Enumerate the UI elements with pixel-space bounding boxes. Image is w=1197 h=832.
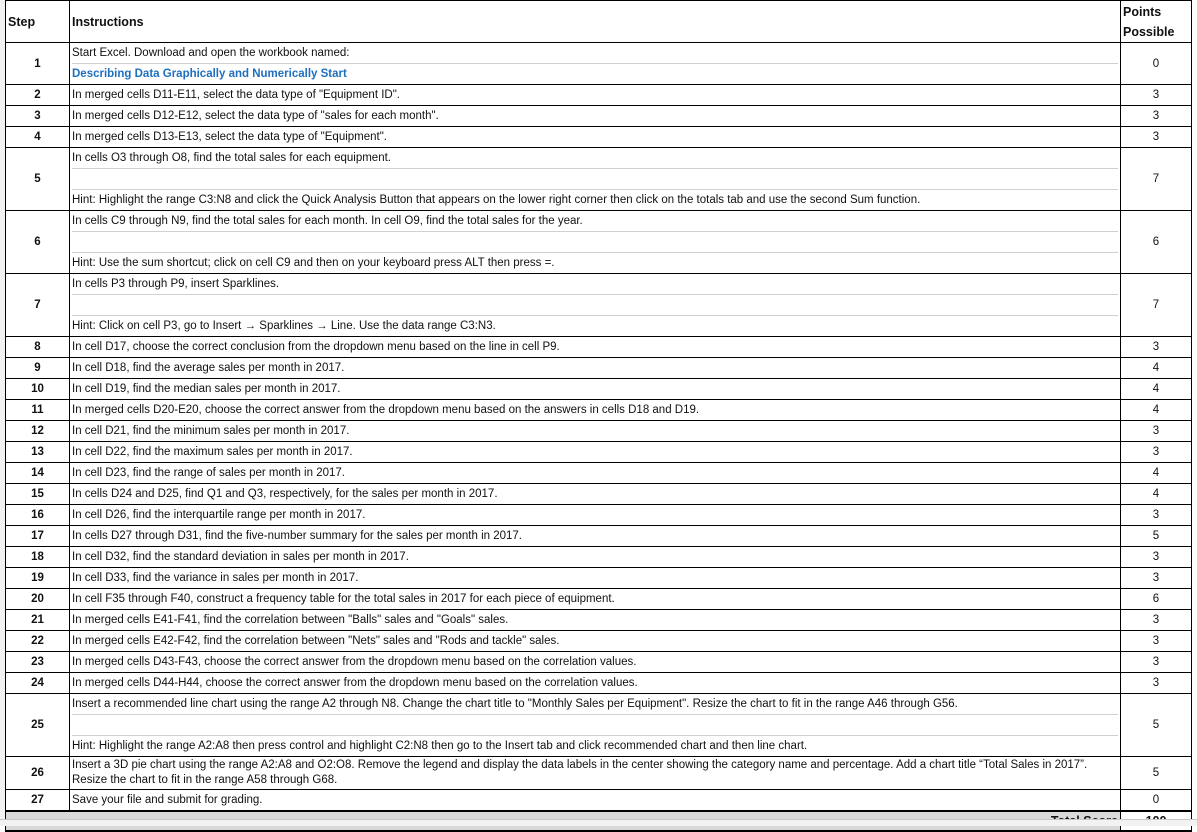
- points-cell[interactable]: 5: [1121, 526, 1192, 547]
- instruction-line: Hint: Highlight the range A2:A8 then press control and highlight C2:N8 then go to the Insert tab and click recommended chart and then line chart.: [72, 740, 808, 752]
- step-cell[interactable]: 7: [6, 274, 70, 337]
- points-cell[interactable]: 3: [1121, 421, 1192, 442]
- instruction-line: In cell D23, find the range of sales per month in 2017.: [72, 467, 345, 479]
- step-cell[interactable]: 12: [6, 421, 70, 442]
- table-row: [6, 211, 1192, 274]
- instruction-cell[interactable]: [70, 400, 1121, 421]
- points-cell[interactable]: 3: [1121, 568, 1192, 589]
- instruction-cell[interactable]: [70, 526, 1121, 547]
- step-cell[interactable]: 25: [6, 694, 70, 757]
- points-cell[interactable]: 3: [1121, 610, 1192, 631]
- step-cell[interactable]: 24: [6, 673, 70, 694]
- table-row: [6, 127, 1192, 148]
- table-row: [6, 379, 1192, 400]
- table-row: [6, 790, 1192, 812]
- step-cell[interactable]: 22: [6, 631, 70, 652]
- instructions-table: [5, 0, 1192, 832]
- points-header[interactable]: [1121, 1, 1192, 43]
- points-cell[interactable]: 4: [1121, 358, 1192, 379]
- instruction-cell[interactable]: [70, 505, 1121, 526]
- step-cell[interactable]: 13: [6, 442, 70, 463]
- instruction-line: In cells D24 and D25, find Q1 and Q3, respectively, for the sales per month in 2017.: [72, 488, 498, 500]
- instruction-line: In cell D17, choose the correct conclusion from the dropdown menu based on the line in cell P9.: [72, 341, 560, 353]
- step-cell[interactable]: 9: [6, 358, 70, 379]
- instruction-cell[interactable]: [70, 211, 1121, 274]
- points-cell[interactable]: 3: [1121, 127, 1192, 148]
- points-cell[interactable]: 6: [1121, 211, 1192, 274]
- instruction-cell[interactable]: [70, 85, 1121, 106]
- table-row: [6, 757, 1192, 790]
- step-cell[interactable]: 15: [6, 484, 70, 505]
- instruction-line: In cells P3 through P9, insert Sparklines.: [72, 274, 1118, 295]
- table-row: [6, 631, 1192, 652]
- instruction-cell[interactable]: [70, 106, 1121, 127]
- instruction-cell[interactable]: [70, 127, 1121, 148]
- step-cell[interactable]: 20: [6, 589, 70, 610]
- step-cell[interactable]: 6: [6, 211, 70, 274]
- table-row: [6, 610, 1192, 631]
- step-cell[interactable]: 23: [6, 652, 70, 673]
- step-cell[interactable]: 27: [6, 790, 70, 812]
- step-cell[interactable]: 11: [6, 400, 70, 421]
- table-row: [6, 589, 1192, 610]
- instruction-line: [72, 715, 1118, 736]
- instruction-cell[interactable]: [70, 274, 1121, 337]
- instruction-cell[interactable]: [70, 547, 1121, 568]
- instruction-line: In cell D22, find the maximum sales per month in 2017.: [72, 446, 353, 458]
- instruction-line: In cell D19, find the median sales per month in 2017.: [72, 383, 341, 395]
- instruction-cell[interactable]: [70, 484, 1121, 505]
- instruction-line: In cell F35 through F40, construct a frequency table for the total sales in 2017 for each piece of equipment.: [72, 593, 615, 605]
- table-row: [6, 652, 1192, 673]
- points-cell[interactable]: 4: [1121, 379, 1192, 400]
- points-cell[interactable]: 0: [1121, 790, 1192, 812]
- instruction-line: In cell D21, find the minimum sales per month in 2017.: [72, 425, 350, 437]
- points-cell[interactable]: 6: [1121, 589, 1192, 610]
- instruction-cell[interactable]: [70, 694, 1121, 757]
- table-row: [6, 526, 1192, 547]
- instruction-line: In merged cells D44-H44, choose the correct answer from the dropdown menu based on the correlation values.: [72, 677, 638, 689]
- instruction-line: In cell D18, find the average sales per month in 2017.: [72, 362, 345, 374]
- instruction-line: Insert a recommended line chart using the range A2 through N8. Change the chart title to "Monthly Sales per Equipment". Resize the chart to fit in the range A46 through G56.: [72, 694, 1118, 715]
- table-row: [6, 148, 1192, 211]
- instructions-header[interactable]: Instructions: [70, 1, 1121, 43]
- instruction-cell[interactable]: [70, 589, 1121, 610]
- points-cell[interactable]: 3: [1121, 673, 1192, 694]
- instruction-line: In merged cells D11-E11, select the data type of "Equipment ID".: [72, 89, 400, 101]
- instruction-line: [72, 169, 1118, 190]
- instruction-line: In cell D26, find the interquartile range per month in 2017.: [72, 509, 366, 521]
- table-row: [6, 400, 1192, 421]
- table-row: [6, 694, 1192, 757]
- step-cell[interactable]: 18: [6, 547, 70, 568]
- instruction-line: In cell D33, find the variance in sales per month in 2017.: [72, 572, 359, 584]
- instruction-line: In cells C9 through N9, find the total sales for each month. In cell O9, find the total sales for the year.: [72, 211, 1118, 232]
- instruction-cell[interactable]: [70, 463, 1121, 484]
- instruction-cell[interactable]: [70, 421, 1121, 442]
- table-row: [6, 463, 1192, 484]
- points-cell[interactable]: 5: [1121, 694, 1192, 757]
- workbook-name-link[interactable]: Describing Data Graphically and Numerically Start: [72, 68, 347, 80]
- step-cell[interactable]: 4: [6, 127, 70, 148]
- table-row: [6, 274, 1192, 337]
- instruction-line: Hint: Click on cell P3, go to Insert → Sparklines → Line. Use the data range C3:N3.: [72, 320, 496, 332]
- points-cell[interactable]: 5: [1121, 757, 1192, 790]
- step-cell[interactable]: 8: [6, 337, 70, 358]
- step-cell[interactable]: 26: [6, 757, 70, 790]
- points-cell[interactable]: 0: [1121, 43, 1192, 85]
- instruction-line: In merged cells D43-F43, choose the correct answer from the dropdown menu based on the correlation values.: [72, 656, 637, 668]
- instruction-line: Start Excel. Download and open the workbook named:: [72, 43, 1118, 64]
- step-cell[interactable]: 16: [6, 505, 70, 526]
- table-row: [6, 484, 1192, 505]
- instruction-cell[interactable]: [70, 148, 1121, 211]
- step-cell[interactable]: 10: [6, 379, 70, 400]
- instruction-cell[interactable]: [70, 790, 1121, 812]
- points-cell[interactable]: 7: [1121, 148, 1192, 211]
- points-cell[interactable]: 3: [1121, 106, 1192, 127]
- points-header-line2: Possible: [1123, 24, 1175, 39]
- instruction-line: In cell D32, find the standard deviation in sales per month in 2017.: [72, 551, 409, 563]
- points-cell[interactable]: 3: [1121, 442, 1192, 463]
- step-cell[interactable]: 21: [6, 610, 70, 631]
- table-row: [6, 43, 1192, 85]
- points-header-line1: Points: [1123, 4, 1162, 19]
- table-row: [6, 568, 1192, 589]
- instruction-line: Insert a 3D pie chart using the range A2:A8 and O2:O8. Remove the legend and display the data labels in the center showing the category name and percentage. Add a chart title “Total Sales in 2017”. Resize the chart to fit in the range A58 through G68.: [72, 759, 1088, 786]
- points-cell[interactable]: 4: [1121, 484, 1192, 505]
- instruction-cell[interactable]: [70, 631, 1121, 652]
- instruction-line: In cells D27 through D31, find the five-number summary for the sales per month in 2017.: [72, 530, 523, 542]
- instruction-line: Hint: Highlight the range C3:N8 and click the Quick Analysis Button that appears on the lower right corner then click on the totals tab and use the second Sum function.: [72, 194, 921, 206]
- table-row: [6, 673, 1192, 694]
- header-row: [6, 1, 1192, 43]
- step-cell[interactable]: 2: [6, 85, 70, 106]
- step-header[interactable]: Step: [6, 1, 70, 43]
- table-row: [6, 505, 1192, 526]
- instruction-line: [72, 295, 1118, 316]
- step-cell[interactable]: 17: [6, 526, 70, 547]
- instruction-cell[interactable]: [70, 43, 1121, 85]
- instruction-cell[interactable]: [70, 379, 1121, 400]
- instruction-line: Save your file and submit for grading.: [72, 794, 263, 806]
- instruction-cell[interactable]: [70, 337, 1121, 358]
- table-row: [6, 421, 1192, 442]
- table-row: [6, 442, 1192, 463]
- instruction-cell[interactable]: [70, 568, 1121, 589]
- instruction-cell[interactable]: [70, 610, 1121, 631]
- step-cell[interactable]: 14: [6, 463, 70, 484]
- points-cell[interactable]: 3: [1121, 652, 1192, 673]
- step-cell[interactable]: 3: [6, 106, 70, 127]
- instruction-line: In merged cells D20-E20, choose the correct answer from the dropdown menu based on the answers in cells D18 and D19.: [72, 404, 700, 416]
- step-cell[interactable]: 1: [6, 43, 70, 85]
- points-cell[interactable]: 3: [1121, 337, 1192, 358]
- step-cell[interactable]: 5: [6, 148, 70, 211]
- step-cell[interactable]: 19: [6, 568, 70, 589]
- instruction-line: [72, 232, 1118, 253]
- instruction-line: In merged cells D13-E13, select the data type of "Equipment".: [72, 131, 388, 143]
- points-cell[interactable]: 3: [1121, 631, 1192, 652]
- instruction-line: In merged cells E41-F41, find the correlation between "Balls" sales and "Goals" sales.: [72, 614, 509, 626]
- table-row: [6, 547, 1192, 568]
- instruction-line: In merged cells D12-E12, select the data type of "sales for each month".: [72, 110, 439, 122]
- points-cell[interactable]: 4: [1121, 400, 1192, 421]
- instruction-line: In cells O3 through O8, find the total sales for each equipment.: [72, 148, 1118, 169]
- instruction-cell[interactable]: [70, 358, 1121, 379]
- table-row: [6, 106, 1192, 127]
- table-row: [6, 85, 1192, 106]
- instruction-cell[interactable]: [70, 442, 1121, 463]
- points-cell[interactable]: 7: [1121, 274, 1192, 337]
- points-cell[interactable]: 4: [1121, 463, 1192, 484]
- table-row: [6, 337, 1192, 358]
- instruction-line: Hint: Use the sum shortcut; click on cell C9 and then on your keyboard press ALT then press =.: [72, 257, 555, 269]
- instruction-cell[interactable]: [70, 673, 1121, 694]
- instruction-cell[interactable]: [70, 652, 1121, 673]
- instruction-line: In merged cells E42-F42, find the correlation between "Nets" sales and "Rods and tackle" sales.: [72, 635, 560, 647]
- instruction-cell[interactable]: [70, 757, 1121, 790]
- points-cell[interactable]: 3: [1121, 505, 1192, 526]
- points-cell[interactable]: 3: [1121, 85, 1192, 106]
- table-row: [6, 358, 1192, 379]
- points-cell[interactable]: 3: [1121, 547, 1192, 568]
